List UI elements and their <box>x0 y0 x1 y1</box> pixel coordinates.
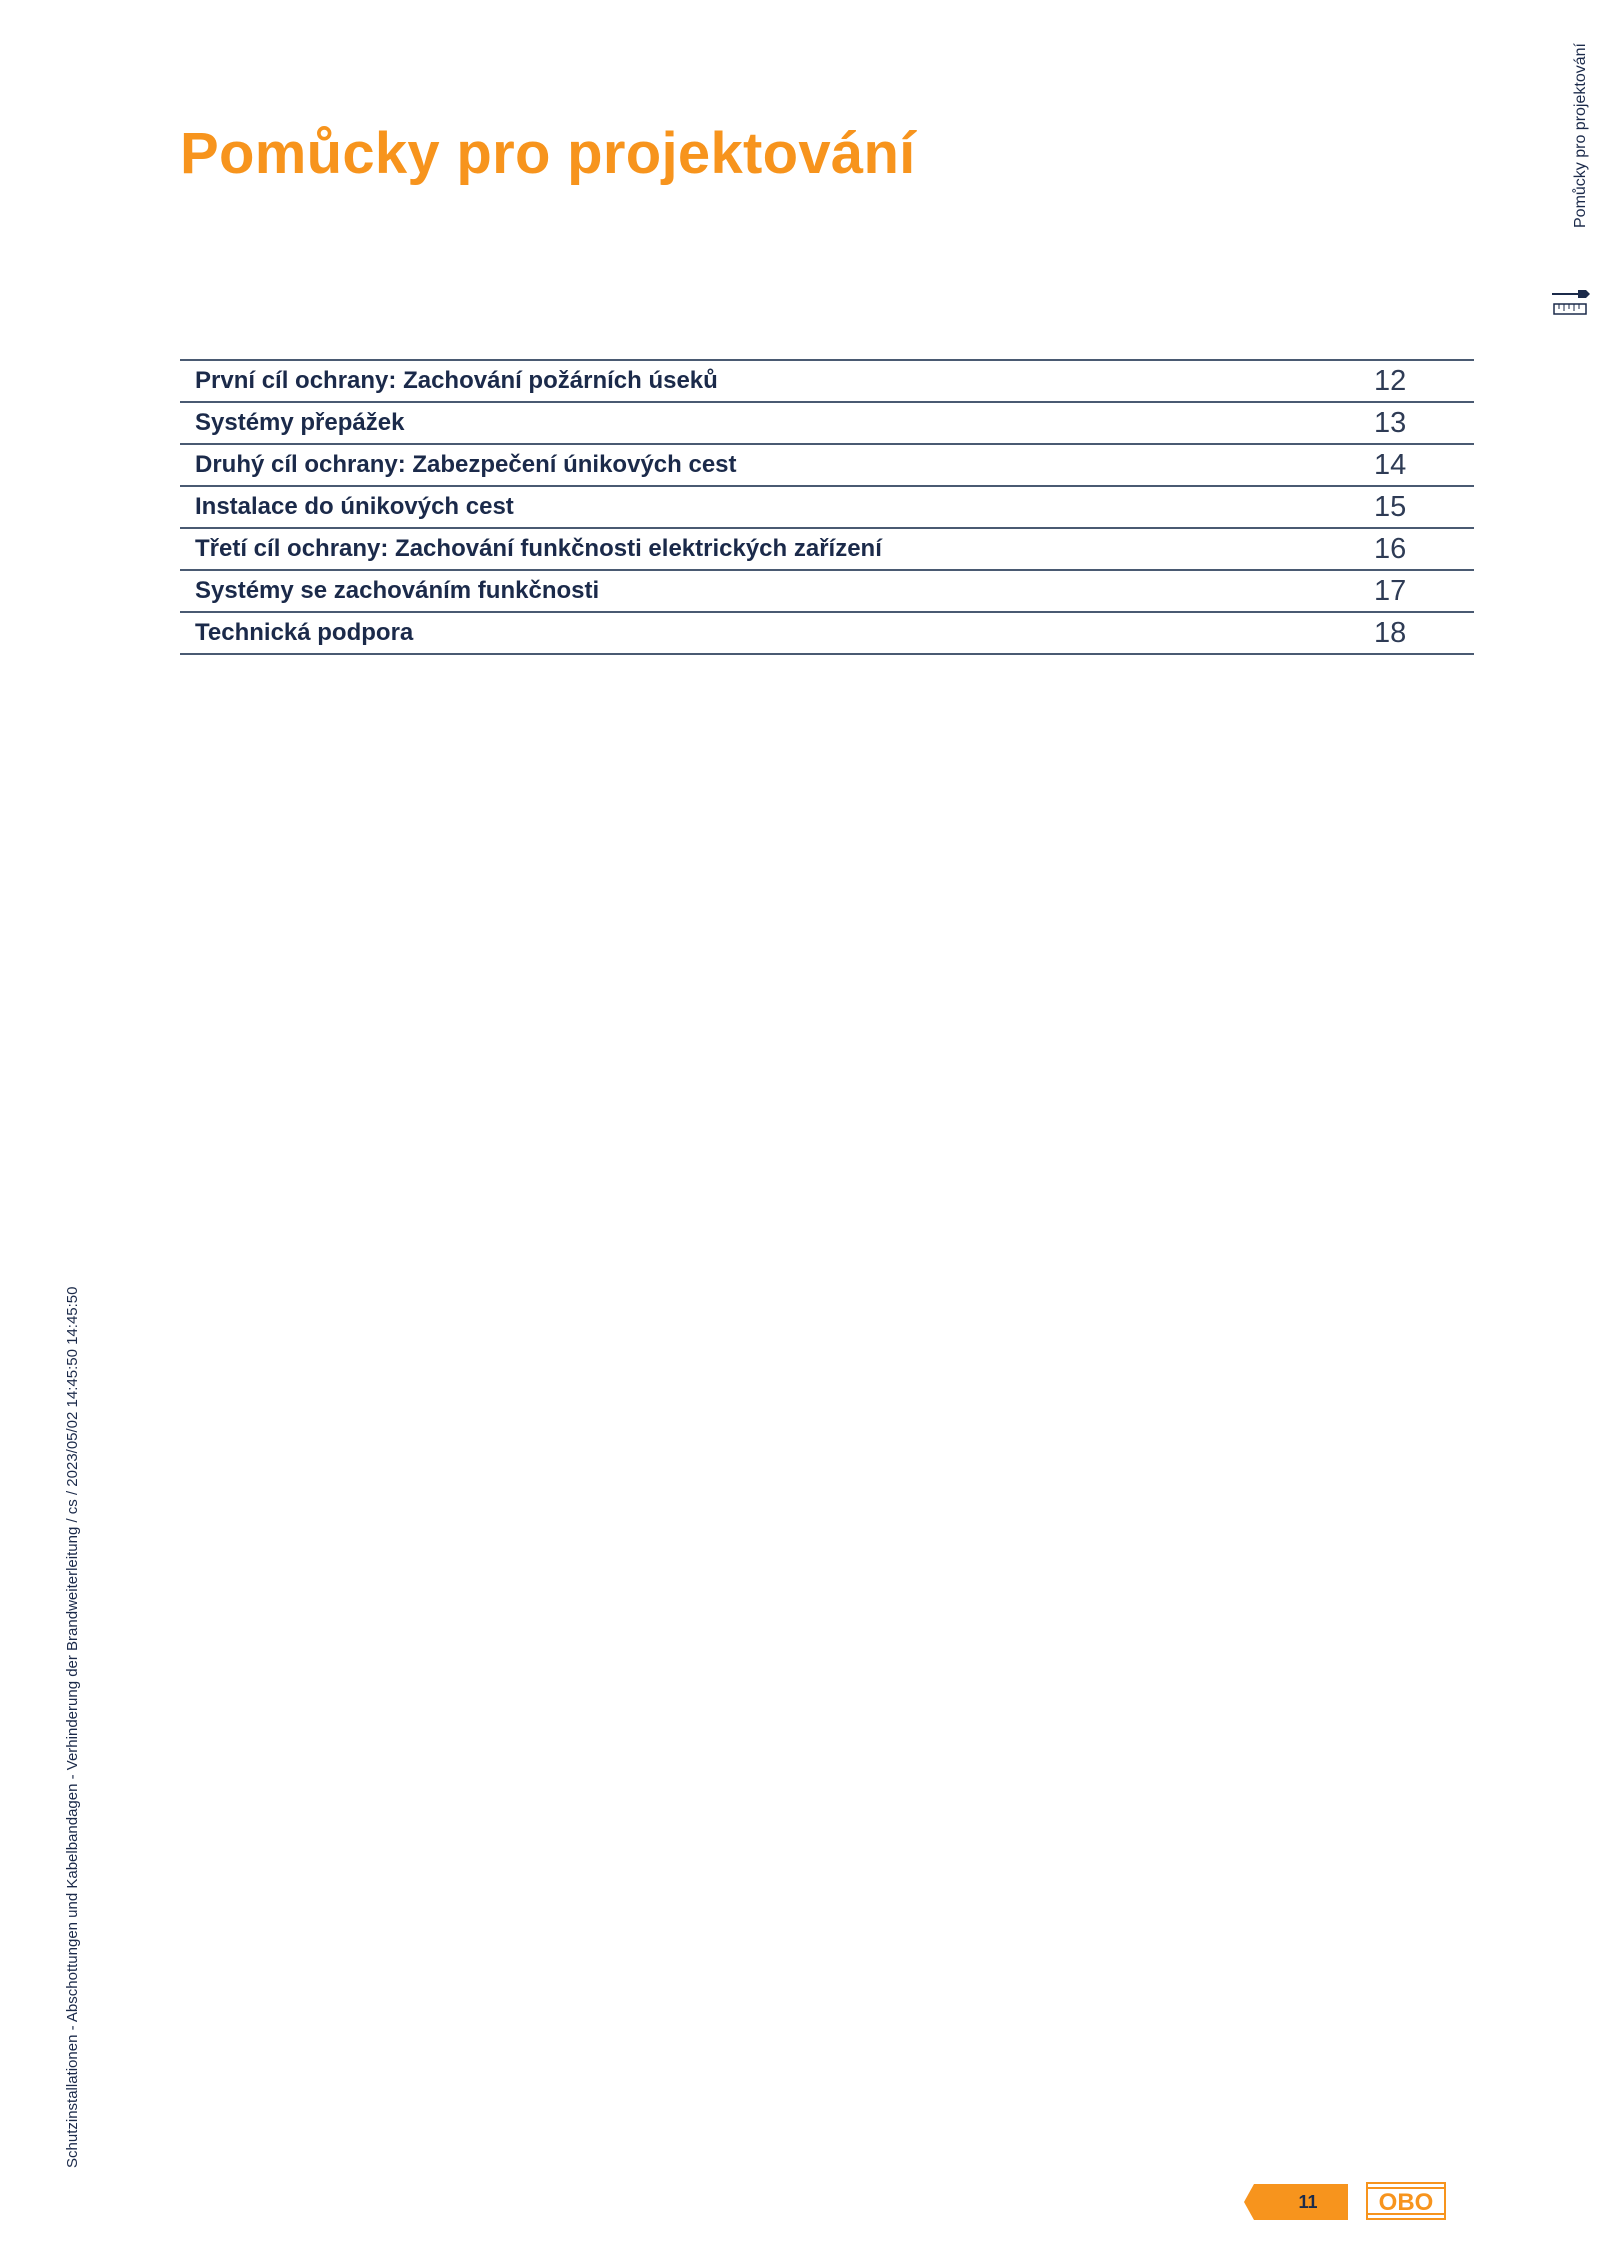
toc-item-page: 17 <box>1374 574 1407 607</box>
toc-item-page: 18 <box>1374 616 1407 649</box>
svg-text:OBO: OBO <box>1378 2189 1434 2216</box>
toc-row[interactable] <box>180 613 1474 655</box>
toc-item-page: 15 <box>1374 490 1407 523</box>
toc-item-label: Instalace do únikových cest <box>195 493 514 520</box>
page-number: 11 <box>1298 2191 1318 2212</box>
document-meta-footer: Schutzinstallationen - Abschottungen und Kabelbandagen - Verhinderung der Brandweiterleitung / cs / 2023/05/02 14:45:50 14:45:50 <box>64 1286 81 2168</box>
toc-row[interactable] <box>180 571 1474 613</box>
ruler-pencil-icon <box>1550 286 1590 320</box>
toc-row[interactable] <box>180 445 1474 487</box>
toc-item-label: Systémy se zachováním funkčnosti <box>195 577 600 604</box>
toc-item-page: 16 <box>1374 532 1407 565</box>
toc-row[interactable] <box>180 529 1474 571</box>
toc-item-label: Druhý cíl ochrany: Zabezpečení únikových cest <box>195 451 737 478</box>
toc-item-label: Systémy přepážek <box>195 409 405 436</box>
toc-item-page: 13 <box>1374 406 1407 439</box>
table-of-contents <box>180 359 1474 655</box>
toc-row[interactable] <box>180 487 1474 529</box>
toc-item-page: 14 <box>1374 448 1407 481</box>
toc-row[interactable] <box>180 403 1474 445</box>
toc-row[interactable] <box>180 361 1474 403</box>
page-title: Pomůcky pro projektování <box>180 121 916 186</box>
toc-item-label: První cíl ochrany: Zachování požárních úseků <box>195 367 718 394</box>
toc-item-page: 12 <box>1374 364 1407 397</box>
toc-item-label: Technická podpora <box>195 619 414 646</box>
toc-item-label: Třetí cíl ochrany: Zachování funkčnosti elektrických zařízení <box>195 535 882 562</box>
obo-logo <box>1366 2182 1446 2220</box>
side-section-label: Pomůcky pro projektování <box>1572 43 1589 228</box>
